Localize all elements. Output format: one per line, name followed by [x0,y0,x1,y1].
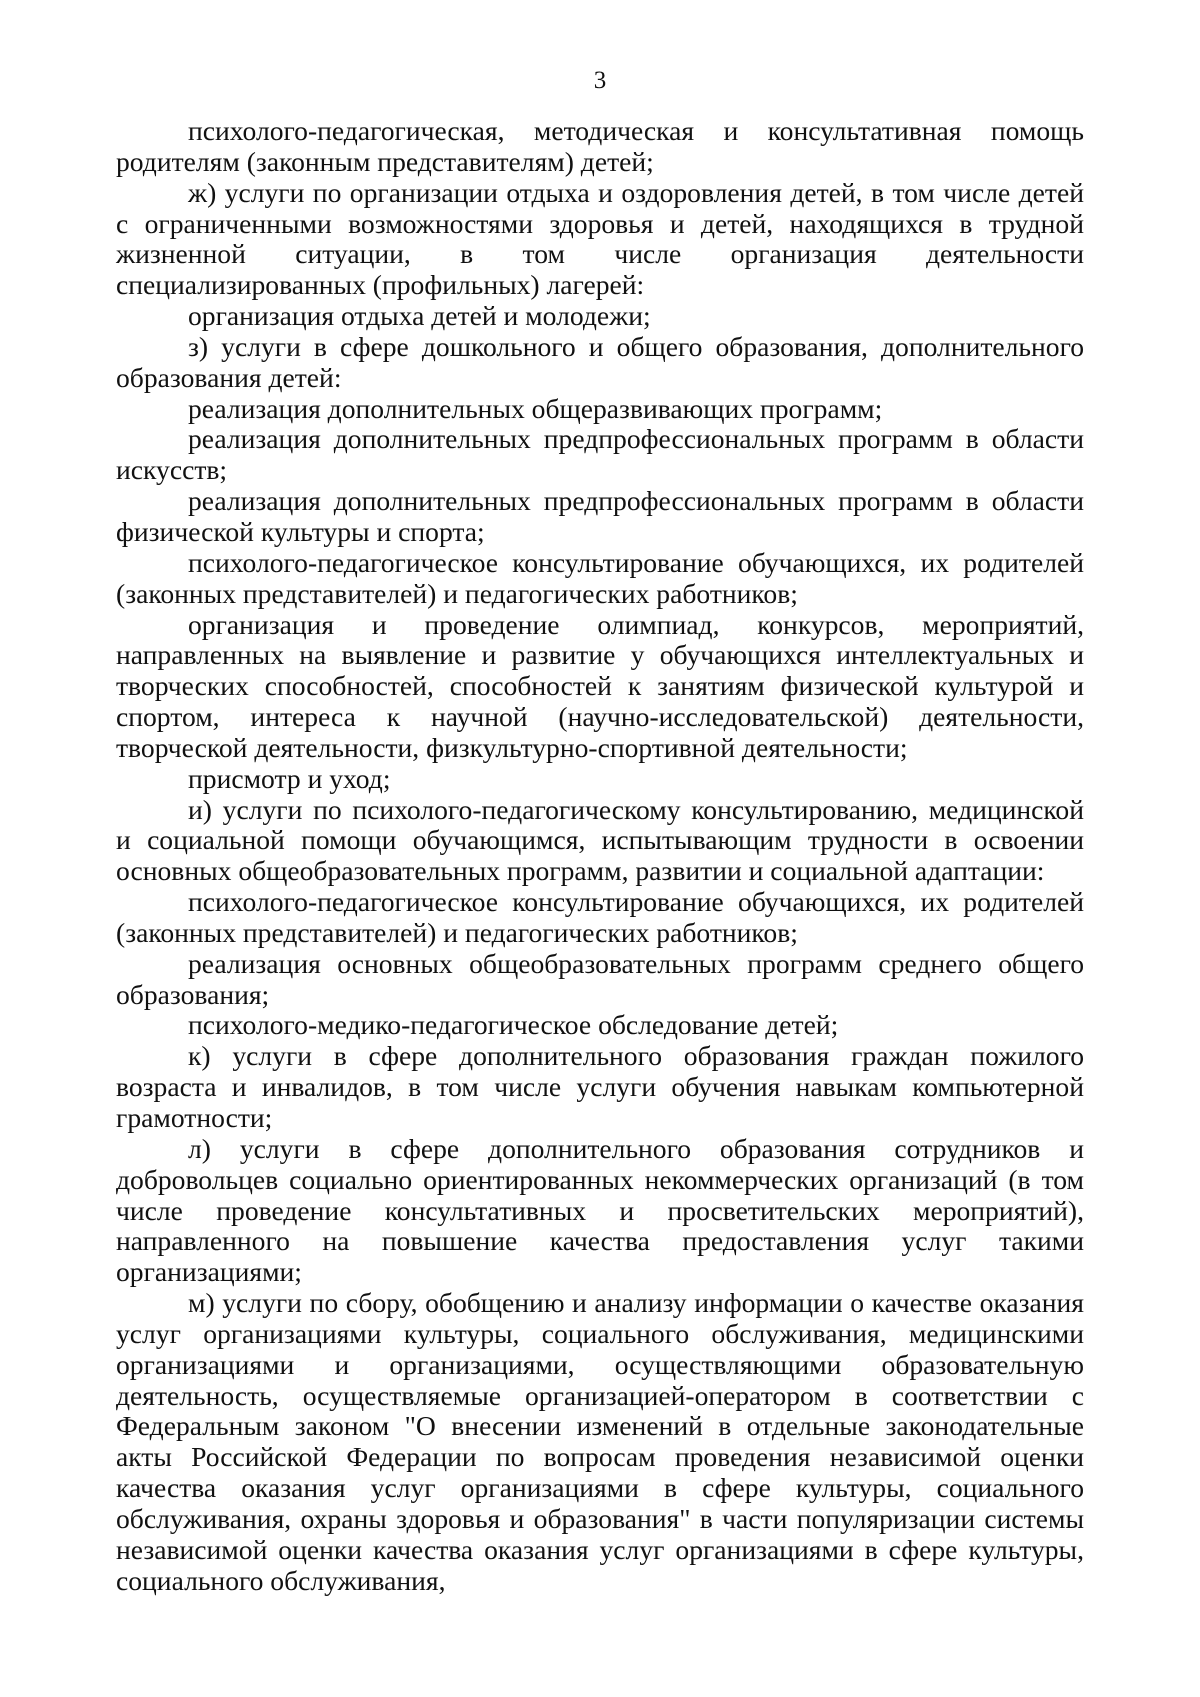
paragraph: психолого-педагогическое консультирование обучающихся, их родителей (законных представителей) и педагогических работников; [116,546,1084,609]
paragraph: з) услуги в сфере дошкольного и общего образования, дополнительного образования детей: [116,330,1084,393]
paragraph: психолого-медико-педагогическое обследование детей; [188,1009,839,1041]
paragraph: реализация дополнительных общеразвивающих программ; [188,392,883,424]
paragraph: организация и проведение олимпиад, конкурсов, мероприятий, направленных на выявление и развитие у обучающихся интеллектуальных и творческих способностей, способностей к занятиям физической культурой и спортом, интереса к научной (научно-исследовательской) деятельности, творческой деятельности, физкультурно-спортивной деятельности; [116,608,1084,763]
page-number: 3 [593,67,607,94]
paragraph: л) услуги в сфере дополнительного образования сотрудников и добровольцев социально ориентированных некоммерческих организаций (в том числе проведение консультативных и просветительских мероприятий), направленного на повышение качества предоставления услуг такими организациями; [116,1132,1084,1288]
paragraph: реализация основных общеобразовательных программ среднего общего образования; [116,947,1084,1010]
paragraph: организация отдыха детей и молодежи; [188,300,651,332]
paragraph: к) услуги в сфере дополнительного образования граждан пожилого возраста и инвалидов, в том числе услуги обучения навыкам компьютерной грамотности; [116,1040,1084,1133]
paragraph: присмотр и уход; [188,762,391,794]
paragraph: ж) услуги по организации отдыха и оздоровления детей, в том числе детей с ограниченными возможностями здоровья и детей, находящихся в трудной жизненной ситуации, в том числе организация деятельности специализированных (профильных) лагерей: [116,176,1084,301]
document-body [116,116,1084,1597]
paragraph: реализация дополнительных предпрофессиональных программ в области физической культуры и спорта; [116,485,1084,547]
paragraph: психолого-педагогическая, методическая и консультативная помощь родителям (законным представителям) детей; [116,115,1084,177]
paragraph: м) услуги по сбору, обобщению и анализу информации о качестве оказания услуг организациями культуры, социального обслуживания, медицинскими организациями и организациями, осуществляющими образовательную деятельность, осуществляемые организацией-оператором в соответствии с Федеральным законом "О внесении изменений в отдельные законодательные акты Российской Федерации по вопросам проведения независимой оценки качества оказания услуг организациями в сфере культуры, социального обслуживания, охраны здоровья и образования" в части популяризации системы независимой оценки качества оказания услуг организациями в сфере культуры, социального обслуживания, [116,1287,1084,1596]
paragraph: психолого-педагогическое консультирование обучающихся, их родителей (законных представителей) и педагогических работников; [116,886,1084,948]
paragraph: реализация дополнительных предпрофессиональных программ в области искусств; [116,423,1084,486]
paragraph: и) услуги по психолого-педагогическому консультированию, медицинской и социальной помощи обучающимся, испытывающим трудности в освоении основных общеобразовательных программ, развитии и социальной адаптации: [116,793,1084,887]
